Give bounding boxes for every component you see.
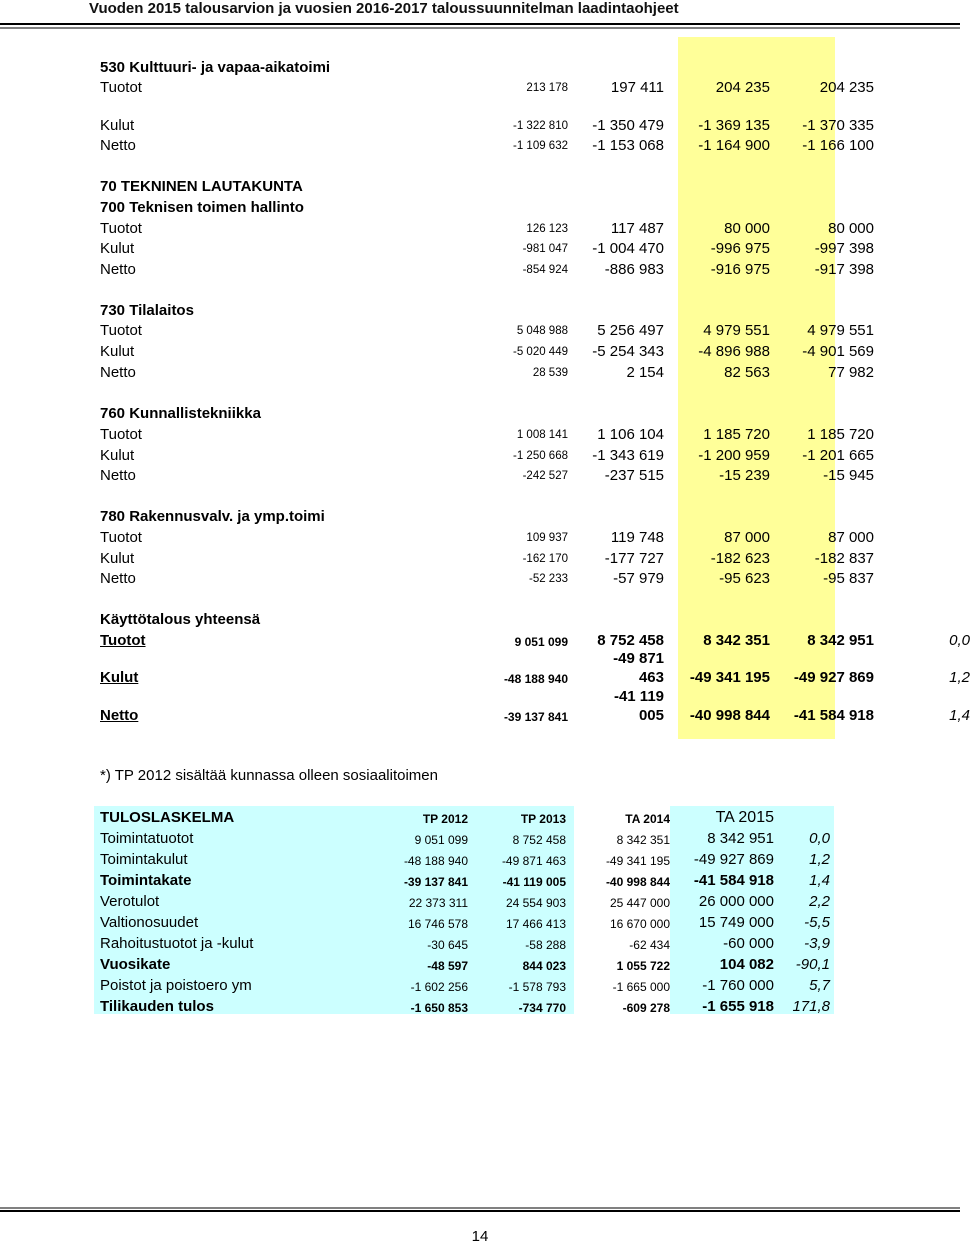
value-tp2013: 117 487: [610, 220, 664, 237]
income-row: [100, 998, 834, 1018]
section-heading: 530 Kulttuuri- ja vapaa-aikatoimi: [100, 59, 331, 76]
value-tp2013: -237 515: [604, 467, 664, 484]
table-row: [100, 220, 874, 240]
value-tp2012: -39 137 841: [403, 875, 468, 889]
section-heading: 730 Tilalaitos: [100, 302, 194, 319]
totals-row: [100, 632, 970, 652]
value-ta2014: 25 447 000: [609, 896, 670, 910]
value-ta2015: -41 584 918: [793, 707, 874, 724]
value-change-percent: 5,7: [809, 977, 830, 994]
value-change-percent: -90,1: [795, 956, 830, 973]
value-tp2013: -5 254 343: [592, 343, 664, 360]
totals-row: [100, 707, 970, 727]
footer-rule: [0, 1207, 960, 1213]
section-title: [100, 59, 840, 79]
value-ta2015: 8 342 951: [807, 632, 874, 649]
value-ta2014: -1 200 959: [698, 447, 770, 464]
row-label: Tuotot: [100, 529, 142, 546]
income-row: [100, 851, 834, 871]
value-ta2015: -95 837: [823, 570, 874, 587]
value-tp2012: 213 178: [526, 82, 568, 94]
value-ta2014: 16 670 000: [609, 917, 670, 931]
value-ta2015: -15 945: [823, 467, 874, 484]
header-ta2015: TA 2015: [715, 809, 774, 826]
value-tp2012: 109 937: [526, 532, 568, 544]
row-label: Kulut: [100, 447, 135, 464]
value-tp2013: -1 578 793: [508, 980, 566, 994]
value-change-percent: -3,9: [804, 935, 830, 952]
income-row: [100, 977, 834, 997]
section-heading: Käyttötalous yhteensä: [100, 611, 261, 628]
row-label: Valtionosuudet: [100, 914, 199, 931]
table-row: [100, 529, 874, 549]
value-tp2013: 24 554 903: [505, 896, 566, 910]
section-title: [100, 405, 840, 425]
value-change-percent: 1,2: [809, 851, 830, 868]
income-row: [100, 893, 834, 913]
value-ta2015: -1 655 918: [702, 998, 774, 1015]
value-tp2012: -1 602 256: [410, 980, 468, 994]
value-tp2012: 5 048 988: [516, 325, 568, 337]
value-tp2013: 17 466 413: [505, 917, 566, 931]
value-tp2013: -1 153 068: [592, 137, 664, 154]
value-tp2012: -1 250 668: [513, 450, 568, 462]
value-ta2015: -49 927 869: [693, 851, 774, 868]
value-tp2013: 5 256 497: [597, 322, 664, 339]
table-row: [100, 261, 874, 281]
row-label: Verotulot: [100, 893, 160, 910]
value-ta2014: -916 975: [710, 261, 770, 278]
value-ta2015: 8 342 951: [707, 830, 774, 847]
table-row: [100, 364, 874, 384]
row-label: Tuotot: [100, 426, 142, 443]
row-label: Rahoitustuotot ja -kulut: [100, 935, 254, 952]
value-ta2014: -49 341 195: [605, 854, 670, 868]
value-ta2015: 26 000 000: [698, 893, 774, 910]
totals-row-wrap: [100, 688, 840, 708]
value-ta2015: -49 927 869: [793, 669, 874, 686]
value-tp2012: -48 188 940: [503, 672, 568, 686]
value-ta2015: 87 000: [828, 529, 874, 546]
table-row: [100, 240, 874, 260]
table-row: [100, 137, 874, 157]
value-tp2013: -734 770: [518, 1001, 566, 1015]
value-tp2012: -242 527: [522, 470, 568, 482]
row-label: Netto: [100, 261, 136, 278]
value-tp2013-line1: -49 871: [613, 650, 664, 667]
value-tp2013-line2: 463: [638, 669, 664, 686]
totals-row: [100, 669, 970, 689]
value-ta2015: -4 901 569: [802, 343, 874, 360]
row-label: Toimintakate: [100, 872, 192, 889]
row-label: Kulut: [100, 117, 135, 134]
footnote: *) TP 2012 sisältää kunnassa olleen sosiaalitoimen: [100, 767, 438, 784]
value-ta2015: -1 166 100: [802, 137, 874, 154]
value-ta2015: -917 398: [814, 261, 874, 278]
income-header-label: TULOSLASKELMA: [100, 809, 235, 826]
table-row: [100, 570, 874, 590]
value-tp2012: -162 170: [522, 553, 568, 565]
value-tp2012: -52 233: [528, 573, 568, 585]
value-tp2013: 119 748: [610, 529, 664, 546]
value-ta2014: -40 998 844: [605, 875, 670, 889]
value-ta2014: 204 235: [715, 79, 770, 96]
value-tp2012: -1 322 810: [513, 120, 568, 132]
row-label: Tilikauden tulos: [100, 998, 214, 1015]
value-tp2012: -981 047: [522, 243, 568, 255]
value-tp2012: -30 645: [427, 938, 468, 952]
value-tp2012: 9 051 099: [414, 833, 468, 847]
section-subtitle: [100, 199, 840, 219]
table-row: [100, 79, 874, 99]
row-label: Toimintatuotot: [100, 830, 194, 847]
document-header: Vuoden 2015 talousarvion ja vuosien 2016-2017 taloussuunnitelman laadintaohjeet: [89, 0, 679, 17]
row-label: Netto: [100, 707, 139, 724]
value-tp2013: -41 119 005: [502, 875, 566, 889]
value-change-percent: -5,5: [804, 914, 830, 931]
income-row: [100, 956, 834, 976]
value-ta2014: -62 434: [629, 938, 670, 952]
value-ta2014: -1 665 000: [612, 980, 670, 994]
value-ta2014: -4 896 988: [698, 343, 770, 360]
value-change-percent: 0,0: [949, 632, 970, 649]
value-tp2013: 844 023: [522, 959, 566, 973]
row-label: Kulut: [100, 240, 135, 257]
header-tp2012: TP 2012: [422, 812, 468, 826]
header-ta2014: TA 2014: [625, 812, 670, 826]
income-row: [100, 935, 834, 955]
value-ta2014: -49 341 195: [689, 669, 770, 686]
section-heading: 780 Rakennusvalv. ja ymp.toimi: [100, 508, 325, 525]
value-tp2012: 28 539: [532, 367, 568, 379]
value-tp2012: -1 650 853: [410, 1001, 468, 1015]
value-tp2013-line1: -41 119: [613, 688, 664, 705]
value-tp2013-line2: 005: [638, 707, 664, 724]
value-ta2014: -182 623: [710, 550, 770, 567]
row-label: Netto: [100, 467, 136, 484]
value-tp2012: 16 746 578: [407, 917, 468, 931]
value-tp2012: -854 924: [522, 264, 568, 276]
value-ta2015: 1 185 720: [807, 426, 874, 443]
row-label: Tuotot: [100, 632, 146, 649]
row-label: Tuotot: [100, 322, 142, 339]
row-label: Netto: [100, 364, 136, 381]
value-tp2013: -177 727: [604, 550, 664, 567]
value-ta2014: 8 342 351: [616, 833, 670, 847]
row-label: Netto: [100, 570, 136, 587]
value-ta2014: -1 369 135: [698, 117, 770, 134]
value-tp2012: -48 188 940: [403, 854, 468, 868]
value-tp2013: -49 871 463: [501, 854, 566, 868]
value-tp2013: -886 983: [604, 261, 664, 278]
value-ta2015: 77 982: [828, 364, 874, 381]
header-tp2013: TP 2013: [520, 812, 566, 826]
value-ta2015: -41 584 918: [693, 872, 774, 889]
table-row: [100, 117, 874, 137]
value-tp2013: -58 288: [525, 938, 566, 952]
table-row: [100, 322, 874, 342]
row-label: Toimintakulut: [100, 851, 188, 868]
value-tp2012: -5 020 449: [513, 346, 568, 358]
table-row: [100, 343, 874, 363]
value-tp2013: 8 752 458: [512, 833, 566, 847]
value-tp2012: 126 123: [526, 223, 568, 235]
row-label: Tuotot: [100, 220, 142, 237]
income-header-row: [100, 809, 834, 829]
section-heading: 70 TEKNINEN LAUTAKUNTA: [100, 178, 303, 195]
section-heading: 760 Kunnallistekniikka: [100, 405, 261, 422]
value-ta2014: 82 563: [724, 364, 770, 381]
table-row: [100, 426, 874, 446]
value-ta2015: -1 370 335: [802, 117, 874, 134]
value-ta2014: -15 239: [719, 467, 770, 484]
value-tp2012: -1 109 632: [513, 140, 568, 152]
totals-row-wrap: [100, 650, 840, 670]
row-label: Kulut: [100, 669, 139, 686]
value-change-percent: 1,4: [949, 707, 970, 724]
value-tp2013: 197 411: [610, 79, 664, 96]
value-tp2013: -57 979: [613, 570, 664, 587]
section-title: [100, 178, 840, 198]
value-tp2013: -1 004 470: [592, 240, 664, 257]
totals-title: [100, 611, 840, 631]
value-ta2014: -1 164 900: [698, 137, 770, 154]
row-label: Tuotot: [100, 79, 142, 96]
value-ta2014: -996 975: [710, 240, 770, 257]
section-subheading: 700 Teknisen toimen hallinto: [100, 199, 304, 216]
value-tp2012: -48 597: [427, 959, 468, 973]
value-tp2013: 1 106 104: [597, 426, 664, 443]
value-ta2015: 204 235: [819, 79, 874, 96]
value-change-percent: 1,4: [809, 872, 830, 889]
value-ta2015: -1 760 000: [702, 977, 774, 994]
value-tp2012: 22 373 311: [408, 896, 468, 910]
value-ta2014: 8 342 351: [703, 632, 770, 649]
value-ta2014: 1 055 722: [616, 959, 670, 973]
row-label: Poistot ja poistoero ym: [100, 977, 252, 994]
value-ta2015: -997 398: [814, 240, 874, 257]
value-tp2012: 1 008 141: [516, 429, 568, 441]
value-change-percent: 171,8: [792, 998, 830, 1015]
value-ta2014: -609 278: [622, 1001, 670, 1015]
section-title: [100, 302, 840, 322]
income-row: [100, 830, 834, 850]
table-row: [100, 447, 874, 467]
header-rule: [0, 22, 960, 30]
page-number: 14: [471, 1228, 489, 1245]
value-change-percent: 0,0: [809, 830, 830, 847]
value-ta2014: 80 000: [724, 220, 770, 237]
value-ta2014: 1 185 720: [703, 426, 770, 443]
value-ta2015: -1 201 665: [802, 447, 874, 464]
value-change-percent: 1,2: [949, 669, 970, 686]
value-ta2014: -95 623: [719, 570, 770, 587]
value-change-percent: 2,2: [809, 893, 830, 910]
value-ta2015: 80 000: [828, 220, 874, 237]
row-label: Kulut: [100, 343, 135, 360]
section-title: [100, 508, 840, 528]
value-ta2015: -60 000: [723, 935, 774, 952]
value-ta2015: 104 082: [719, 956, 774, 973]
value-ta2015: -182 837: [814, 550, 874, 567]
value-ta2014: 87 000: [724, 529, 770, 546]
table-row: [100, 467, 874, 487]
row-label: Kulut: [100, 550, 135, 567]
value-tp2013: 8 752 458: [597, 632, 664, 649]
row-label: Vuosikate: [100, 956, 171, 973]
row-label: Netto: [100, 137, 136, 154]
value-ta2014: -40 998 844: [689, 707, 770, 724]
value-tp2013: -1 350 479: [592, 117, 664, 134]
value-tp2013: 2 154: [626, 364, 664, 381]
value-ta2015: 4 979 551: [807, 322, 874, 339]
table-row: [100, 550, 874, 570]
value-tp2012: -39 137 841: [503, 710, 568, 724]
value-tp2012: 9 051 099: [514, 635, 568, 649]
income-row: [100, 914, 834, 934]
income-row: [100, 872, 834, 892]
value-ta2014: 4 979 551: [703, 322, 770, 339]
value-ta2015: 15 749 000: [698, 914, 774, 931]
value-tp2013: -1 343 619: [592, 447, 664, 464]
